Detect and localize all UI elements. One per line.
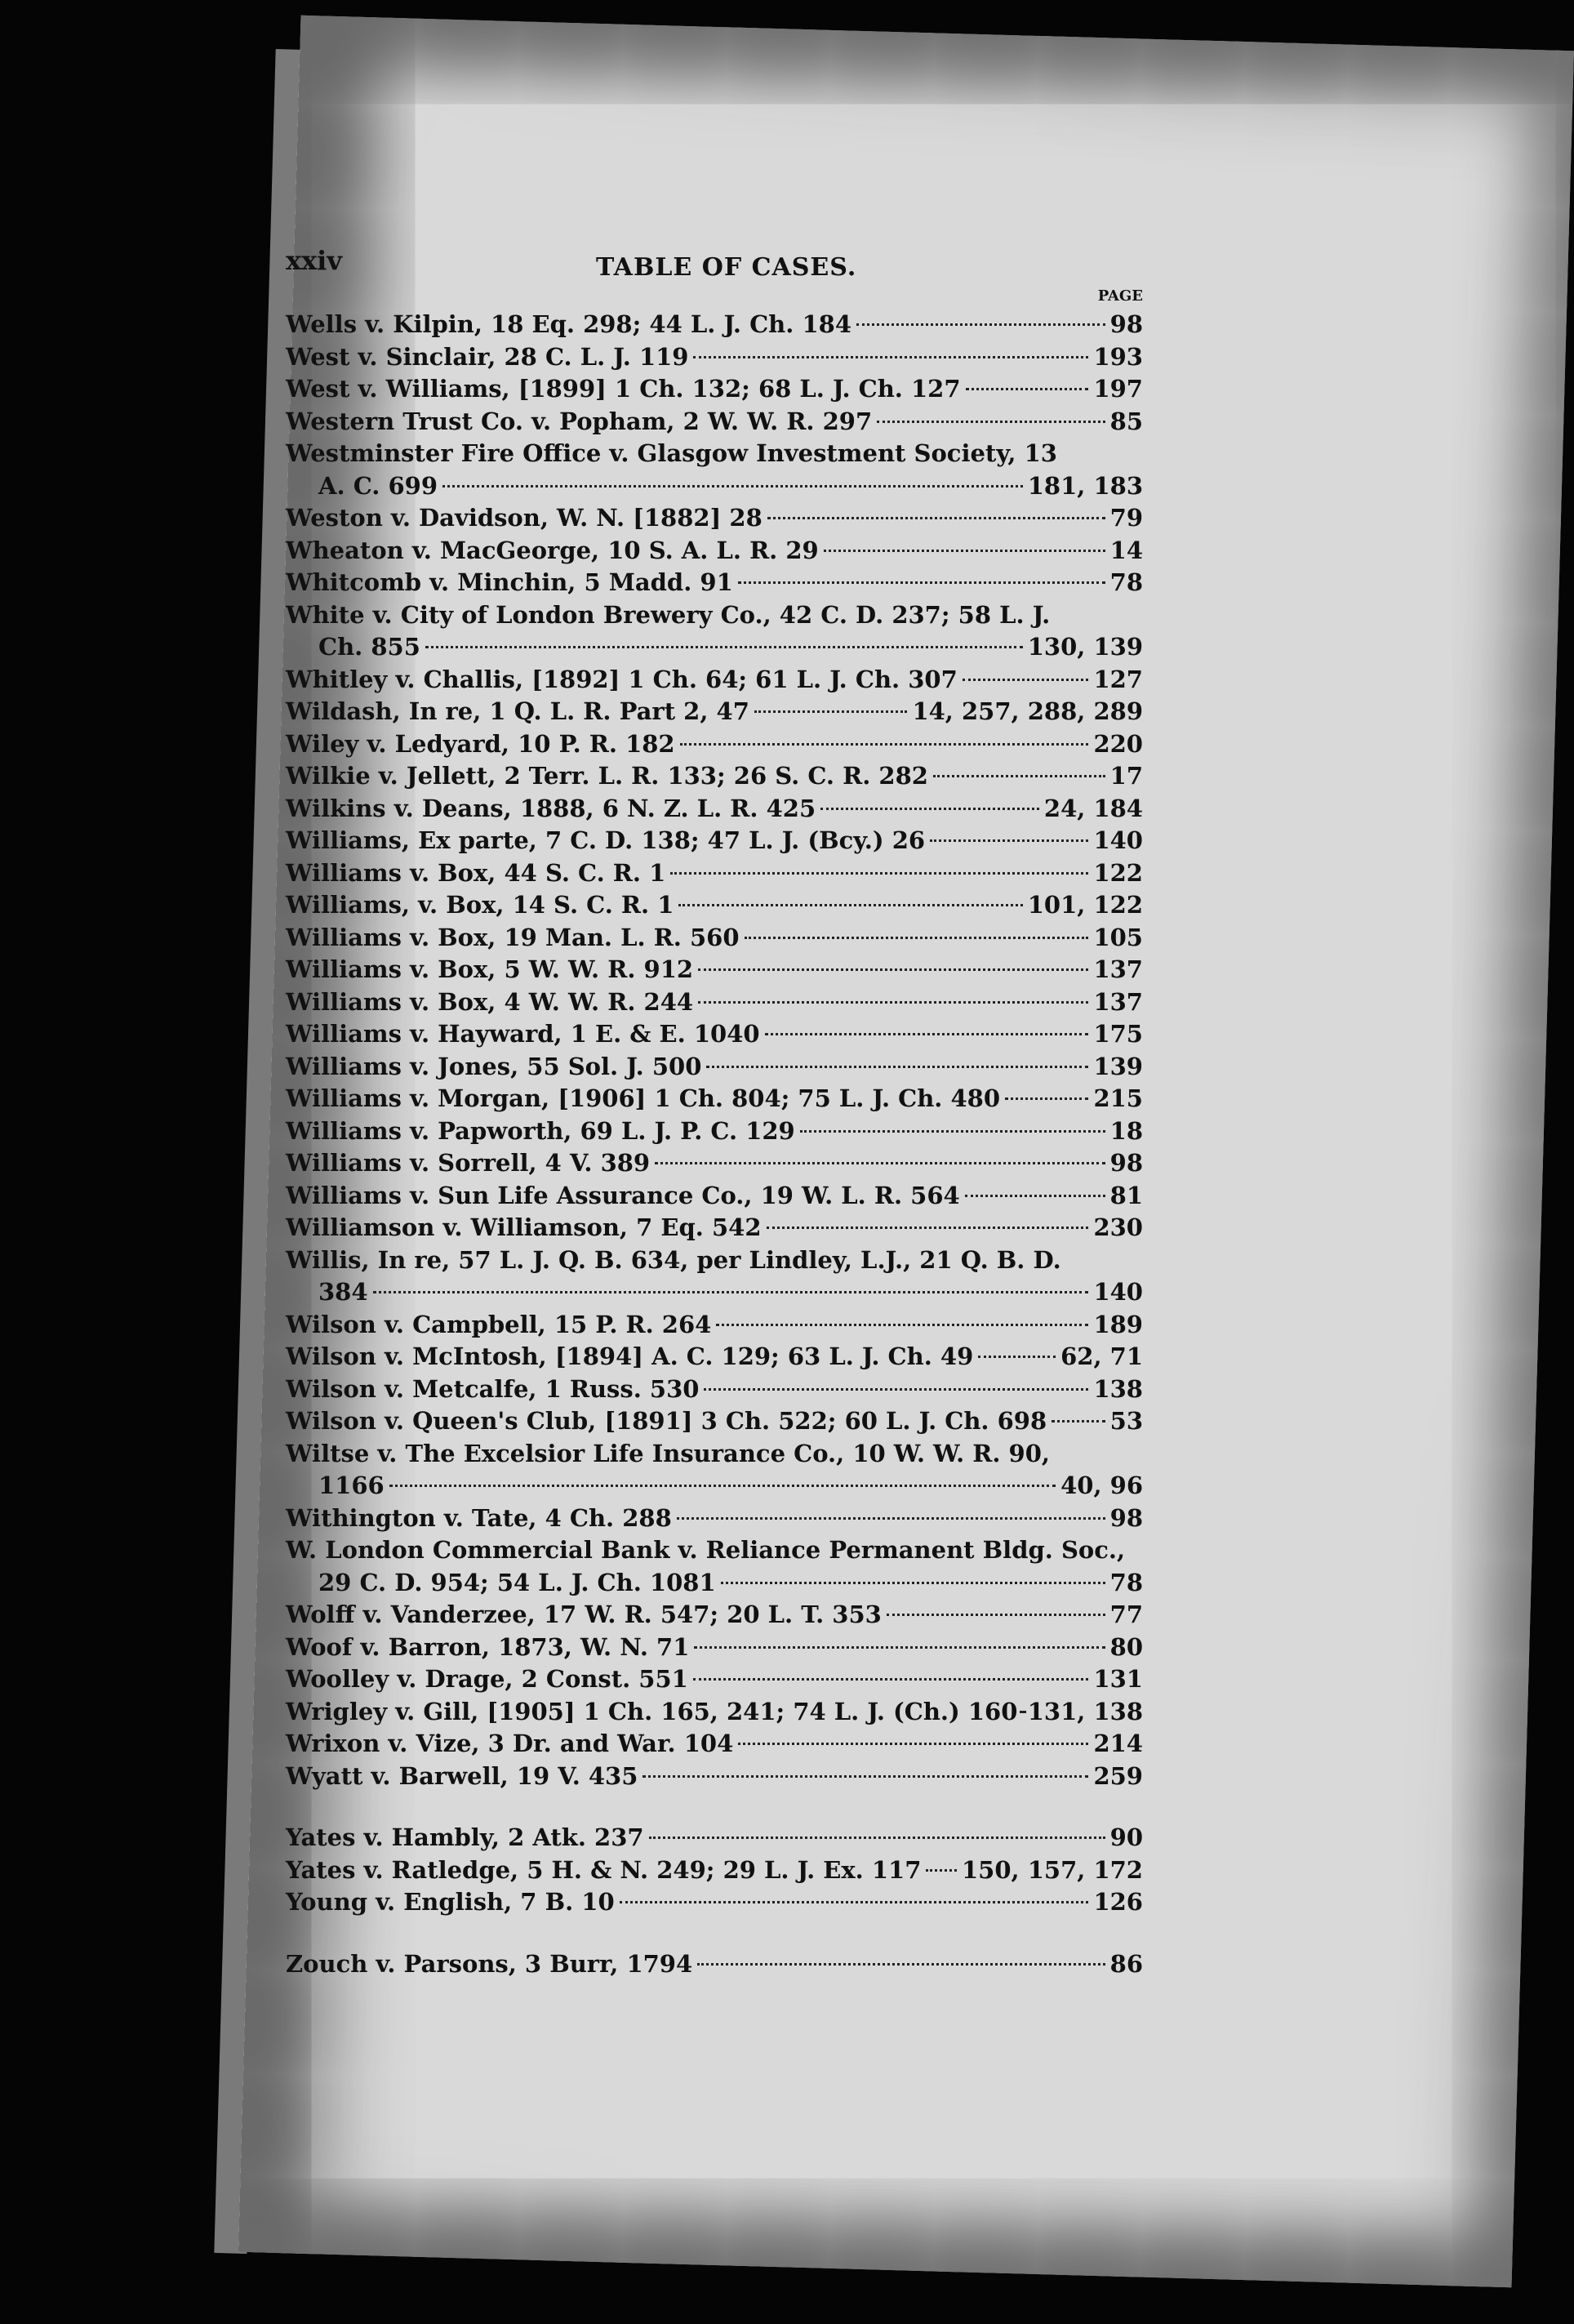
dot-leader [965, 1195, 1105, 1197]
case-citation: Wolff v. Vanderzee, 17 W. R. 547; 20 L. T. 353 [286, 1601, 882, 1628]
case-entry [286, 1212, 1143, 1244]
case-entry [286, 954, 1143, 986]
case-citation: White v. City of London Brewery Co., 42 C. D. 237; 58 L. J. [286, 600, 1051, 629]
page-reference: 139 [1093, 1052, 1143, 1080]
page-reference: 150, 157, 172 [962, 1855, 1143, 1884]
dot-leader [800, 1130, 1105, 1133]
case-entry [286, 1567, 1143, 1600]
case-citation: Wilson v. Queen's Club, [1891] 3 Ch. 522; 60 L. J. Ch. 698 [286, 1407, 1047, 1435]
dot-leader [655, 1162, 1105, 1164]
page-reference: 131 [1093, 1665, 1143, 1693]
case-entry [286, 1696, 1143, 1729]
dot-leader [693, 356, 1088, 358]
page-reference: 140 [1093, 1278, 1143, 1306]
dot-leader [697, 1963, 1105, 1966]
dot-leader [680, 743, 1089, 746]
case-entry [286, 1018, 1143, 1051]
case-citation: 29 C. D. 954; 54 L. J. Ch. 1081 [318, 1568, 716, 1596]
dot-leader [704, 1388, 1088, 1391]
page-reference: 137 [1093, 987, 1143, 1016]
case-citation: Yates v. Ratledge, 5 H. & N. 249; 29 L. J. Ex. 117 [286, 1855, 922, 1884]
page-reference: 230 [1093, 1213, 1143, 1241]
dot-leader [877, 421, 1105, 423]
page-reference: 140 [1093, 826, 1143, 854]
case-citation: Withington v. Tate, 4 Ch. 288 [286, 1503, 672, 1532]
case-entry [286, 309, 1143, 341]
case-citation: Wilson v. Campbell, 15 P. R. 264 [286, 1310, 712, 1338]
page-reference: 80 [1109, 1632, 1143, 1661]
dot-leader [765, 1033, 1089, 1035]
page-column-label: PAGE [1097, 287, 1143, 305]
case-citation: Wilkins v. Deans, 1888, 6 N. Z. L. R. 425 [286, 794, 816, 822]
case-entry [286, 1405, 1143, 1438]
page-reference: 259 [1093, 1761, 1143, 1790]
case-citation: Woolley v. Drage, 2 Const. 551 [286, 1665, 688, 1693]
case-entry [286, 1276, 1143, 1309]
case-entry [286, 696, 1143, 728]
case-entry [286, 1854, 1143, 1887]
page-reference: 189 [1093, 1310, 1143, 1338]
case-citation: Weston v. Davidson, W. N. [1882] 28 [286, 504, 763, 532]
case-entry [286, 664, 1143, 697]
dot-leader [933, 775, 1105, 777]
page-reference: 81 [1109, 1181, 1143, 1209]
case-entry [286, 857, 1143, 890]
case-citation: Westminster Fire Office v. Glasgow Investment Society, 13 [286, 439, 1057, 467]
dot-leader [767, 517, 1105, 519]
case-citation: Williams v. Sun Life Assurance Co., 19 W. L. R. 564 [286, 1181, 960, 1209]
page-reference: 98 [1109, 1149, 1143, 1177]
page-reference: 101, 122 [1027, 891, 1143, 919]
case-entry [286, 406, 1143, 439]
page-reference: 214 [1093, 1730, 1143, 1757]
case-citation: Wrigley v. Gill, [1905] 1 Ch. 165, 241; 74 L. J. (Ch.) 160 [286, 1697, 1018, 1725]
case-citation: Williams v. Box, 4 W. W. R. 244 [286, 987, 694, 1016]
case-citation: W. London Commercial Bank v. Reliance Permanent Bldg. Soc., [286, 1536, 1126, 1564]
case-citation: A. C. 699 [318, 471, 438, 500]
case-entry [286, 373, 1143, 406]
dot-leader [978, 1356, 1056, 1358]
page-reference: 78 [1109, 1568, 1143, 1596]
case-entry [286, 1244, 1143, 1277]
case-entry [286, 1373, 1143, 1406]
case-citation: Wilson v. McIntosh, [1894] A. C. 129; 63 L. J. Ch. 49 [286, 1342, 974, 1370]
page-reference: 86 [1109, 1949, 1143, 1978]
case-entry [286, 1083, 1143, 1115]
page-reference: 14 [1109, 536, 1143, 564]
dot-leader [930, 839, 1088, 842]
case-entry [286, 1822, 1143, 1854]
case-citation: Williams, v. Box, 14 S. C. R. 1 [286, 891, 674, 919]
case-entry [286, 889, 1143, 922]
dot-leader [694, 1646, 1105, 1649]
case-citation: Williams v. Jones, 55 Sol. J. 500 [286, 1052, 702, 1080]
case-entry [286, 567, 1143, 599]
dot-leader [1052, 1420, 1105, 1422]
case-entry [286, 1948, 1143, 1981]
case-entry [286, 1438, 1143, 1471]
page-reference: 131, 138 [1027, 1697, 1143, 1725]
dot-leader [745, 937, 1089, 939]
dot-leader [754, 710, 908, 713]
dot-leader [693, 1678, 1089, 1681]
dot-leader [706, 1066, 1088, 1068]
case-citation: 1166 [318, 1471, 385, 1499]
page-reference: 98 [1109, 1503, 1143, 1532]
dot-leader [966, 388, 1089, 390]
case-entry [286, 1147, 1143, 1180]
case-entry [286, 1503, 1143, 1535]
dot-leader [738, 1743, 1088, 1745]
case-entry [286, 1599, 1143, 1632]
page-reference: 90 [1109, 1823, 1143, 1851]
page-reference: 197 [1093, 375, 1143, 403]
case-entry [286, 1115, 1143, 1148]
section-gap [286, 1792, 1143, 1822]
case-citation: Woof v. Barron, 1873, W. N. 71 [286, 1632, 690, 1661]
case-citation: Whitcomb v. Minchin, 5 Madd. 91 [286, 568, 733, 596]
case-entry [286, 1534, 1143, 1567]
dot-leader [425, 646, 1023, 648]
page-reference: 98 [1109, 310, 1143, 338]
dot-leader [698, 968, 1088, 971]
page-header [286, 237, 1143, 305]
dot-leader [926, 1869, 957, 1872]
case-entry [286, 1051, 1143, 1084]
case-citation: Yates v. Hambly, 2 Atk. 237 [286, 1823, 644, 1851]
page-content [286, 237, 1143, 1980]
dot-leader [620, 1901, 1089, 1903]
case-entry [286, 599, 1143, 632]
case-entry [286, 793, 1143, 826]
case-citation: Williams, Ex parte, 7 C. D. 138; 47 L. J. (Bcy.) 26 [286, 826, 926, 854]
dot-leader [373, 1291, 1089, 1293]
case-citation: Williams v. Morgan, [1906] 1 Ch. 804; 75 L. J. Ch. 480 [286, 1084, 1001, 1112]
case-citation: West v. Williams, [1899] 1 Ch. 132; 68 L. J. Ch. 127 [286, 375, 961, 403]
case-entry [286, 1309, 1143, 1342]
dot-leader [642, 1775, 1088, 1778]
page-reference: 181, 183 [1027, 471, 1143, 500]
case-citation: Wyatt v. Barwell, 19 V. 435 [286, 1761, 638, 1790]
page-reference: 14, 257, 288, 289 [912, 697, 1143, 725]
dot-leader [677, 1517, 1105, 1520]
page-number: xxiv [286, 245, 342, 276]
page-reference: 220 [1093, 729, 1143, 758]
dot-leader [442, 485, 1023, 488]
dot-leader [963, 679, 1089, 681]
case-citation: Whitley v. Challis, [1892] 1 Ch. 64; 61 L. J. Ch. 307 [286, 665, 958, 693]
case-entry [286, 341, 1143, 374]
case-entry [286, 1341, 1143, 1373]
page-reference: 215 [1093, 1084, 1143, 1112]
dot-leader [1005, 1097, 1088, 1100]
dot-leader [678, 904, 1022, 906]
page-reference: 53 [1109, 1407, 1143, 1435]
case-entry [286, 1470, 1143, 1503]
case-entry [286, 1728, 1143, 1761]
page-reference: 77 [1109, 1601, 1143, 1628]
dot-leader [887, 1614, 1105, 1616]
dot-leader [721, 1582, 1105, 1584]
page-reference: 122 [1093, 858, 1143, 887]
dot-leader [856, 323, 1105, 326]
case-citation: Wiley v. Ledyard, 10 P. R. 182 [286, 729, 675, 758]
case-citation: Wiltse v. The Excelsior Life Insurance Co., 10 W. W. R. 90, [286, 1439, 1051, 1467]
dot-leader [698, 1001, 1088, 1004]
page-reference: 175 [1093, 1020, 1143, 1048]
case-entry [286, 1632, 1143, 1664]
case-entry [286, 1886, 1143, 1919]
dot-leader [670, 872, 1088, 875]
page-reference: 78 [1109, 568, 1143, 596]
dot-leader [649, 1836, 1105, 1839]
page-reference: 193 [1093, 342, 1143, 371]
case-citation: Williams v. Papworth, 69 L. J. P. C. 129 [286, 1116, 795, 1145]
dot-leader [738, 581, 1105, 584]
case-entry [286, 1180, 1143, 1213]
case-citation: Williamson v. Williamson, 7 Eq. 542 [286, 1213, 762, 1241]
case-citation: Ch. 855 [318, 633, 420, 661]
page-reference: 85 [1109, 407, 1143, 435]
case-citation: Western Trust Co. v. Popham, 2 W. W. R. 297 [286, 407, 873, 435]
page-reference: 127 [1093, 665, 1143, 693]
case-entry [286, 1761, 1143, 1793]
case-citation: Wilson v. Metcalfe, 1 Russ. 530 [286, 1374, 700, 1403]
dot-leader [820, 808, 1039, 810]
case-citation: Williams v. Box, 5 W. W. R. 912 [286, 955, 694, 983]
case-citation: Young v. English, 7 B. 10 [286, 1888, 615, 1916]
case-citation: Wilkie v. Jellett, 2 Terr. L. R. 133; 26 S. C. R. 282 [286, 762, 928, 790]
case-list [286, 309, 1143, 1980]
dot-leader [767, 1227, 1089, 1229]
dot-leader [824, 550, 1105, 552]
case-entry [286, 1663, 1143, 1696]
page-reference: 18 [1109, 1116, 1143, 1145]
page-reference: 130, 139 [1027, 633, 1143, 661]
case-entry [286, 760, 1143, 793]
case-entry [286, 502, 1143, 535]
case-citation: Williams v. Box, 19 Man. L. R. 560 [286, 923, 740, 951]
page-reference: 79 [1109, 504, 1143, 532]
case-entry [286, 535, 1143, 568]
page-reference: 62, 71 [1060, 1342, 1143, 1370]
page-title: TABLE OF CASES. [596, 253, 857, 282]
page-reference: 138 [1093, 1374, 1143, 1403]
case-citation: Wheaton v. MacGeorge, 10 S. A. L. R. 29 [286, 536, 819, 564]
case-citation: Williams v. Hayward, 1 E. & E. 1040 [286, 1020, 760, 1048]
case-citation: Wells v. Kilpin, 18 Eq. 298; 44 L. J. Ch. 184 [286, 310, 851, 338]
case-citation: Williams v. Box, 44 S. C. R. 1 [286, 858, 666, 887]
dot-leader [716, 1324, 1088, 1326]
case-citation: Zouch v. Parsons, 3 Burr, 1794 [286, 1949, 693, 1978]
case-citation: 384 [318, 1278, 368, 1306]
case-entry [286, 922, 1143, 955]
case-entry [286, 438, 1143, 470]
case-citation: Williams v. Sorrell, 4 V. 389 [286, 1149, 651, 1177]
case-entry [286, 986, 1143, 1019]
page-reference: 17 [1109, 762, 1143, 790]
case-entry [286, 470, 1143, 503]
dot-leader [389, 1485, 1056, 1487]
page-reference: 105 [1093, 923, 1143, 951]
page-reference: 24, 184 [1043, 794, 1143, 822]
case-citation: Willis, In re, 57 L. J. Q. B. 634, per Lindley, L.J., 21 Q. B. D. [286, 1245, 1061, 1274]
page-reference: 126 [1093, 1888, 1143, 1916]
case-citation: Wrixon v. Vize, 3 Dr. and War. 104 [286, 1730, 734, 1757]
case-citation: West v. Sinclair, 28 C. L. J. 119 [286, 342, 689, 371]
page-reference: 40, 96 [1060, 1471, 1143, 1499]
page-reference: 137 [1093, 955, 1143, 983]
case-entry [286, 825, 1143, 857]
case-entry [286, 631, 1143, 664]
case-entry [286, 728, 1143, 761]
case-citation: Wildash, In re, 1 Q. L. R. Part 2, 47 [286, 697, 749, 725]
section-gap [286, 1919, 1143, 1948]
